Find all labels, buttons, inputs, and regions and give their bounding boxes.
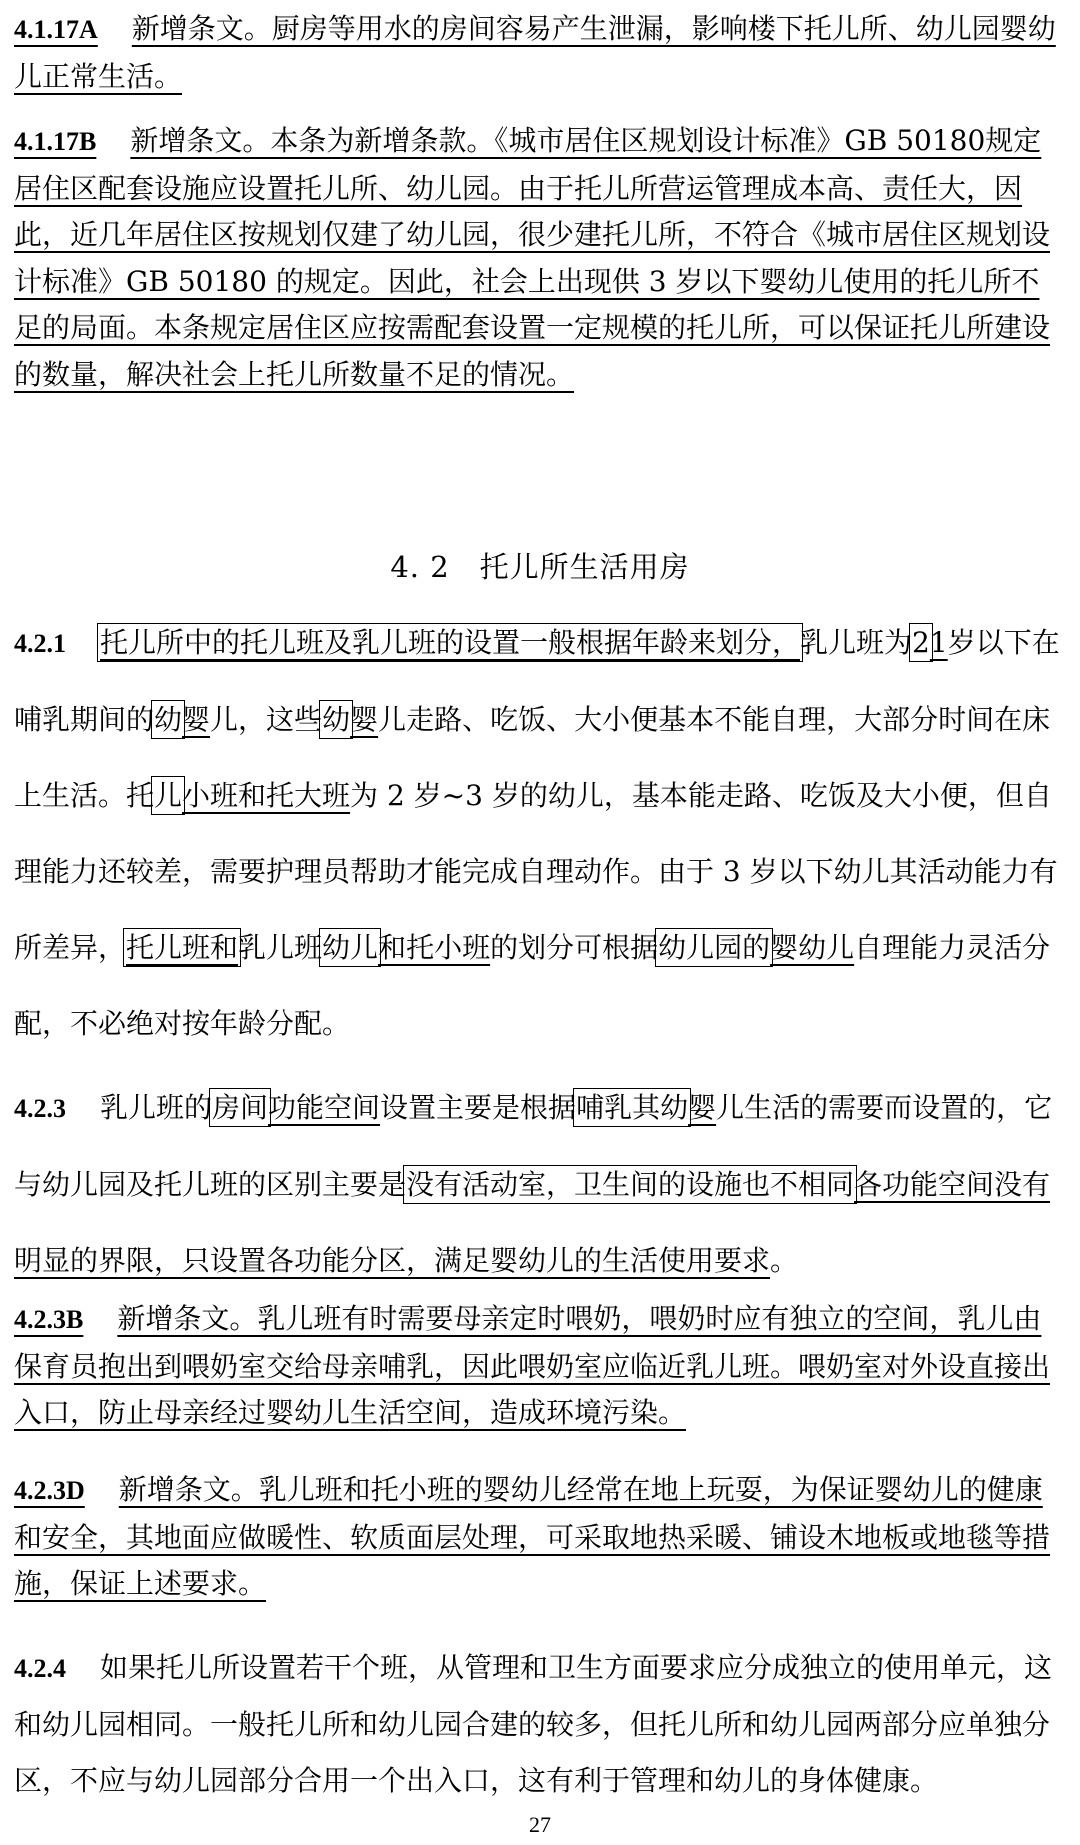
text-run: 岁以下在哺乳期间的 — [14, 626, 1060, 736]
page-number: 27 — [529, 1812, 551, 1837]
clause-4-2-4 — [14, 1640, 1066, 1809]
clause-4-2-3D — [14, 1467, 1066, 1608]
text-run: 儿，这些 — [210, 703, 323, 736]
section-heading: 4. 2 托儿所生活用房 — [390, 550, 690, 584]
boxed-text: 儿 — [154, 779, 183, 812]
boxed-text: 房间 — [212, 1091, 269, 1124]
clause-4-1-17A — [14, 6, 1066, 100]
inserted-text: 婴 — [688, 1091, 717, 1124]
text-run: 为 2 岁~3 岁的幼儿，基本能走路、吃饭及大小便，但自理能力还较差，需要护理员帮助才能完成自理动作。由于 3 岁以下幼儿其活动能力有所差异， — [14, 779, 1058, 964]
boxed-text: 幼 — [322, 703, 351, 736]
boxed-text: 哺乳其幼 — [576, 1091, 689, 1124]
inserted-text: 功能空间 — [268, 1091, 381, 1124]
boxed-text: 幼儿 — [322, 931, 379, 964]
clause-label: 4.2.1 — [14, 629, 66, 658]
clause-4-1-17B — [14, 118, 1066, 398]
text-run: 自理能力灵活分配，不必绝对按年龄分配。 — [14, 931, 1051, 1040]
clause-4-2-3 — [14, 1070, 1066, 1299]
text-run: 。 — [770, 1244, 799, 1277]
clause-4-2-1 — [14, 605, 1066, 1062]
boxed-text: 2 — [912, 626, 930, 659]
text-run: 设置主要是根据 — [380, 1091, 577, 1124]
clause-label: 4.1.17B — [14, 127, 97, 156]
text-run: 乳儿班为 — [800, 626, 913, 659]
inserted-text: 婴幼儿 — [770, 931, 855, 964]
clause-label: 4.2.3B — [14, 1305, 84, 1334]
inserted-text: 各功能空间没有明显的界限，只设置各功能分区，满足婴幼儿的生活使用要求 — [14, 1168, 1051, 1277]
text-run: 儿走路、吃饭、大小便基本不能自理，大部分时间在床上生活。托 — [14, 703, 1051, 812]
clause-label: 4.2.3D — [14, 1476, 85, 1505]
boxed-text: 托儿所中的托儿班及乳儿班的设置一般根据年龄来划分， — [100, 626, 801, 659]
clause-4-2-3B — [14, 1296, 1066, 1437]
inserted-text: 1 — [929, 626, 948, 659]
text-run: 的划分可根据 — [490, 931, 659, 964]
clause-text: 新增条文。乳儿班和托小班的婴幼儿经常在地上玩耍，为保证婴幼儿的健康和安全，其地面应做暖性、软质面层处理，可采取地热采暖、铺设木地板或地毯等措施，保证上述要求。 — [14, 1473, 1051, 1600]
text-run: 乳儿班 — [238, 931, 323, 964]
inserted-text: 小班和托大班 — [182, 779, 351, 812]
boxed-text: 没有活动室，卫生间的设施也不相同 — [406, 1168, 855, 1201]
clause-text: 新增条文。乳儿班有时需要母亲定时喂奶，喂奶时应有独立的空间，乳儿由保育员抱出到喂奶室交给母亲哺乳，因此喂奶室应临近乳儿班。喂奶室对外设直接出入口，防止母亲经过婴幼儿生活空间，造成环境污染。 — [14, 1302, 1051, 1429]
inserted-text: 婴 — [182, 703, 211, 736]
boxed-text: 幼儿园的 — [658, 931, 771, 964]
text-run: 乳儿班的 — [100, 1091, 213, 1124]
inserted-text: 和托小班 — [378, 931, 491, 964]
boxed-text: 托儿班和 — [126, 931, 239, 964]
inserted-text: 婴 — [350, 703, 379, 736]
clause-label: 4.1.17A — [14, 15, 98, 44]
clause-label: 4.2.4 — [14, 1654, 66, 1683]
clause-label: 4.2.3 — [14, 1094, 66, 1123]
clause-text: 如果托儿所设置若干个班，从管理和卫生方面要求应分成独立的使用单元，这和幼儿园相同。一般托儿所和幼儿园合建的较多，但托儿所和幼儿园两部分应单独分区，不应与幼儿园部分合用一个出入口，这有利于管理和幼儿的身体健康。 — [14, 1651, 1053, 1797]
clause-text: 新增条文。本条为新增条款。《城市居住区规划设计标准》GB 50180规定居住区配套设施应设置托儿所、幼儿园。由于托儿所营运管理成本高、责任大，因此，近几年居住区按规划仅建了幼儿园，很少建托儿所，不符合《城市居住区规划设计标准》GB 50180 的规定。因此，社会上出现供 3 岁以下婴幼儿使用的托儿所不足的局面。本条规定居住区应按需配套设置一定规模的托儿所，可以保证托儿所建设的数量，解决社会上托儿所数量不足的情况。 — [14, 124, 1051, 391]
text-run: 儿生活的需要而设置的，它与幼儿园及托儿班的区别主要是 — [14, 1091, 1053, 1201]
clause-text: 新增条文。厨房等用水的房间容易产生泄漏，影响楼下托儿所、幼儿园婴幼儿正常生活。 — [14, 12, 1056, 93]
boxed-text: 幼 — [154, 703, 183, 736]
